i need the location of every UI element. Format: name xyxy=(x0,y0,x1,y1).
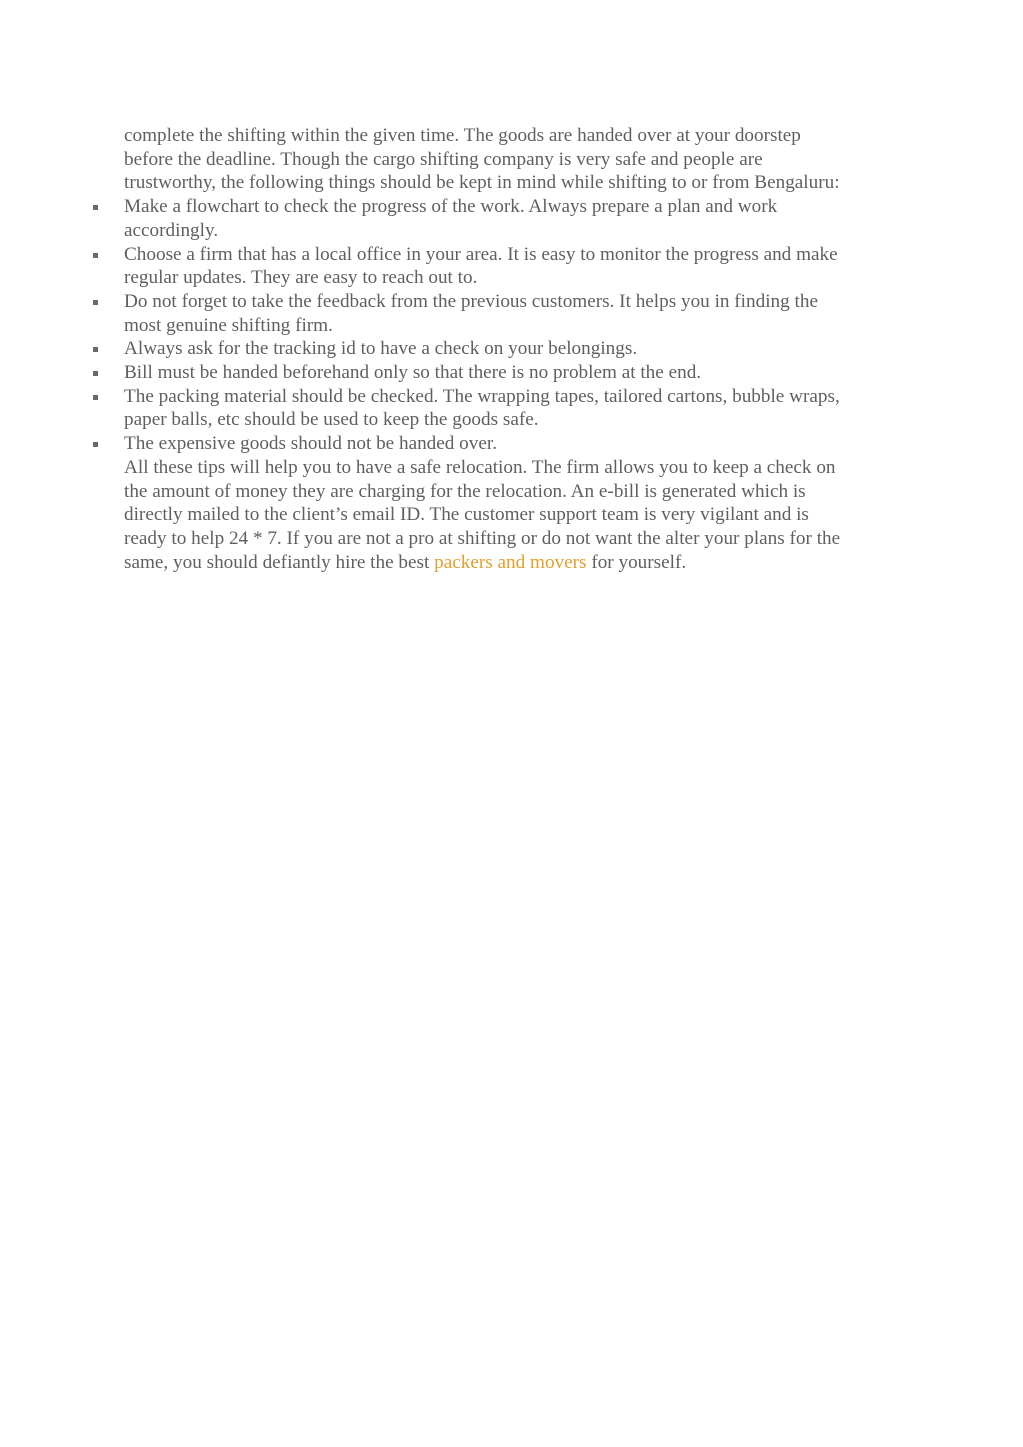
list-item-text: The expensive goods should not be handed over. xyxy=(124,433,498,455)
document-body xyxy=(124,124,914,574)
square-bullet-icon xyxy=(93,300,98,305)
list-item xyxy=(124,385,914,432)
intro-line: complete the shifting within the given time. The goods are handed over at your doorstep xyxy=(124,125,801,146)
list-item xyxy=(124,361,914,385)
packers-and-movers-link[interactable]: packers and movers xyxy=(434,551,587,573)
list-item-text: paper balls, etc should be used to keep the goods safe. xyxy=(124,409,539,431)
closing-line: the amount of money they are charging for the relocation. An e-bill is generated which is xyxy=(124,480,806,502)
closing-last-line xyxy=(124,551,914,575)
square-bullet-icon xyxy=(93,205,98,210)
square-bullet-icon xyxy=(93,253,98,258)
list-item-text: Always ask for the tracking id to have a check on your belongings. xyxy=(124,338,638,360)
intro-line: before the deadline. Though the cargo shifting company is very safe and people are xyxy=(124,148,763,170)
square-bullet-icon xyxy=(93,371,98,376)
list-item-text: The packing material should be checked. The wrapping tapes, tailored cartons, bubble wraps, xyxy=(124,385,840,407)
list-item-text: Make a flowchart to check the progress of the work. Always prepare a plan and work xyxy=(124,196,778,218)
closing-text-after-link: for yourself. xyxy=(586,551,687,573)
closing-line: directly mailed to the client’s email ID. The customer support team is very vigilant and is xyxy=(124,504,809,526)
list-item xyxy=(124,432,914,456)
list-item-text: accordingly. xyxy=(124,219,219,241)
closing-line: ready to help 24 * 7. If you are not a pro at shifting or do not want the alter your plans for the xyxy=(124,527,841,549)
list-item xyxy=(124,243,914,290)
list-item xyxy=(124,195,914,242)
list-item-text: regular updates. They are easy to reach out to. xyxy=(124,267,478,289)
closing-text-before-link: same, you should defiantly hire the best xyxy=(124,551,435,573)
list-item-text: Bill must be handed beforehand only so that there is no problem at the end. xyxy=(124,362,702,384)
list-item-text: Do not forget to take the feedback from the previous customers. It helps you in finding the xyxy=(124,290,818,312)
intro-paragraph xyxy=(124,124,914,195)
tips-list xyxy=(124,195,914,456)
square-bullet-icon xyxy=(93,347,98,352)
list-item xyxy=(124,337,914,361)
list-item-text: most genuine shifting firm. xyxy=(124,314,333,336)
square-bullet-icon xyxy=(93,442,98,447)
closing-line: All these tips will help you to have a safe relocation. The firm allows you to keep a check on xyxy=(124,456,836,478)
intro-line: trustworthy, the following things should be kept in mind while shifting to or from Bengaluru: xyxy=(124,172,840,194)
list-item xyxy=(124,290,914,337)
square-bullet-icon xyxy=(93,395,98,400)
list-item-text: Choose a firm that has a local office in your area. It is easy to monitor the progress and make xyxy=(124,243,838,265)
closing-paragraph xyxy=(124,456,914,575)
